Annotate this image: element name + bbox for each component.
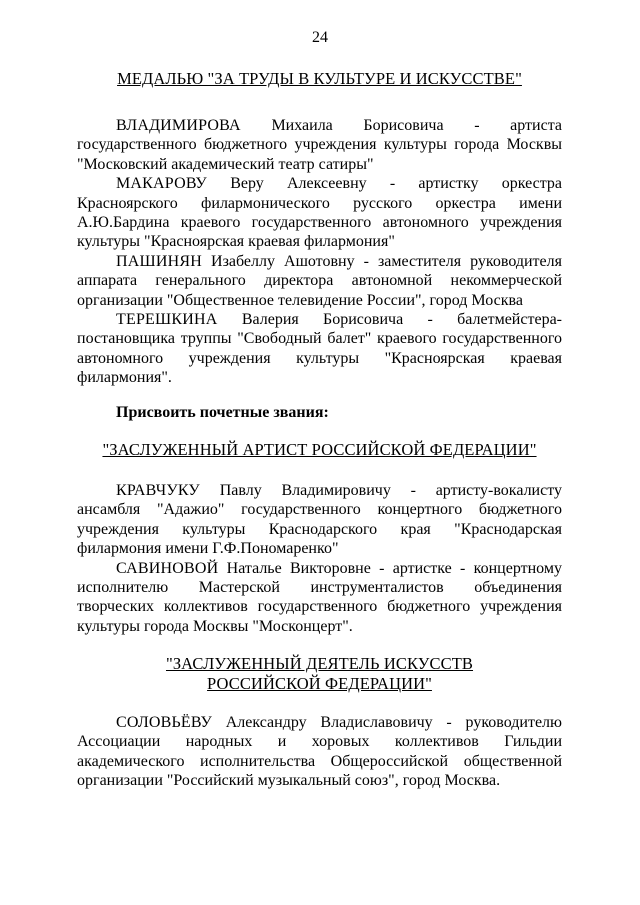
award-entry (77, 310, 562, 388)
page-number: 24 (312, 29, 328, 46)
arts-title-heading-line2: РОССИЙСКОЙ ФЕДЕРАЦИИ" (207, 674, 432, 693)
medal-heading-block (77, 69, 562, 89)
artist-title-heading: "ЗАСЛУЖЕННЫЙ АРТИСТ РОССИЙСКОЙ ФЕДЕРАЦИИ" (102, 440, 537, 459)
entry-surname: САВИНОВОЙ (116, 559, 219, 577)
entry-text: Валерия Борисовича - балетмейстера-постановщика труппы "Свободный балет" краевого государственного автономного учреждения культуры "Красноярская краевая филармония". (77, 311, 562, 387)
entry-text: Наталье Викторовне - артистке - концертному исполнителю Мастерской инструменталистов объединения творческих коллективов государственного бюджетного учреждения культуры города Москвы "Москонцерт". (77, 559, 562, 635)
arts-title-heading-line1: "ЗАСЛУЖЕННЫЙ ДЕЯТЕЛЬ ИСКУССТВ (165, 654, 474, 673)
medal-entries (77, 116, 562, 388)
entry-surname: КРАВЧУКУ (116, 482, 200, 499)
artist-heading-block (77, 440, 562, 460)
arts-heading-block (77, 654, 562, 694)
entry-text: Изабеллу Ашотовну - заместителя руководителя аппарата генерального директора автономной некоммерческой организации "Общественное телевидение России", город Москва (77, 252, 562, 309)
entry-surname: МАКАРОВУ (116, 175, 207, 193)
entry-text: Михаила Борисовича - артиста государственного бюджетного учреждения культуры города Москвы "Московский академический театр сатиры" (77, 117, 562, 173)
award-entry (77, 116, 562, 174)
entry-surname: ПАШИНЯН (116, 252, 202, 270)
titles-intro: Присвоить почетные звания: (116, 404, 329, 421)
artist-entries (77, 481, 562, 636)
award-entry (77, 713, 562, 791)
entry-text: Александру Владиславовичу - руководителю Ассоциации народных и хоровых коллективов Гильдии академического исполнительства Общероссийской общественной организации "Российский музыкальный союз", город Москва. (77, 714, 562, 790)
award-entry (77, 481, 562, 559)
award-entry (77, 174, 562, 252)
entry-text: Павлу Владимировичу - артисту-вокалисту ансамбля "Адажио" государственного концертного бюджетного учреждения культуры Краснодарского края "Краснодарская филармония имени Г.Ф.Пономаренко" (77, 482, 562, 558)
entry-text: Веру Алексеевну - артистку оркестра Красноярского филармонического русского оркестра имени А.Ю.Бардина краевого государственного автономного учреждения культуры "Красноярская краевая филармония" (77, 175, 562, 251)
entry-surname: ВЛАДИМИРОВА (116, 117, 241, 134)
titles-intro-block (77, 403, 562, 422)
entry-surname: СОЛОВЬЁВУ (116, 714, 212, 731)
entry-surname: ТЕРЕШКИНА (116, 311, 218, 329)
award-entry (77, 252, 562, 310)
award-entry (77, 559, 562, 637)
medal-heading: МЕДАЛЬЮ "ЗА ТРУДЫ В КУЛЬТУРЕ И ИСКУССТВЕ" (117, 69, 522, 88)
arts-entries (77, 713, 562, 791)
